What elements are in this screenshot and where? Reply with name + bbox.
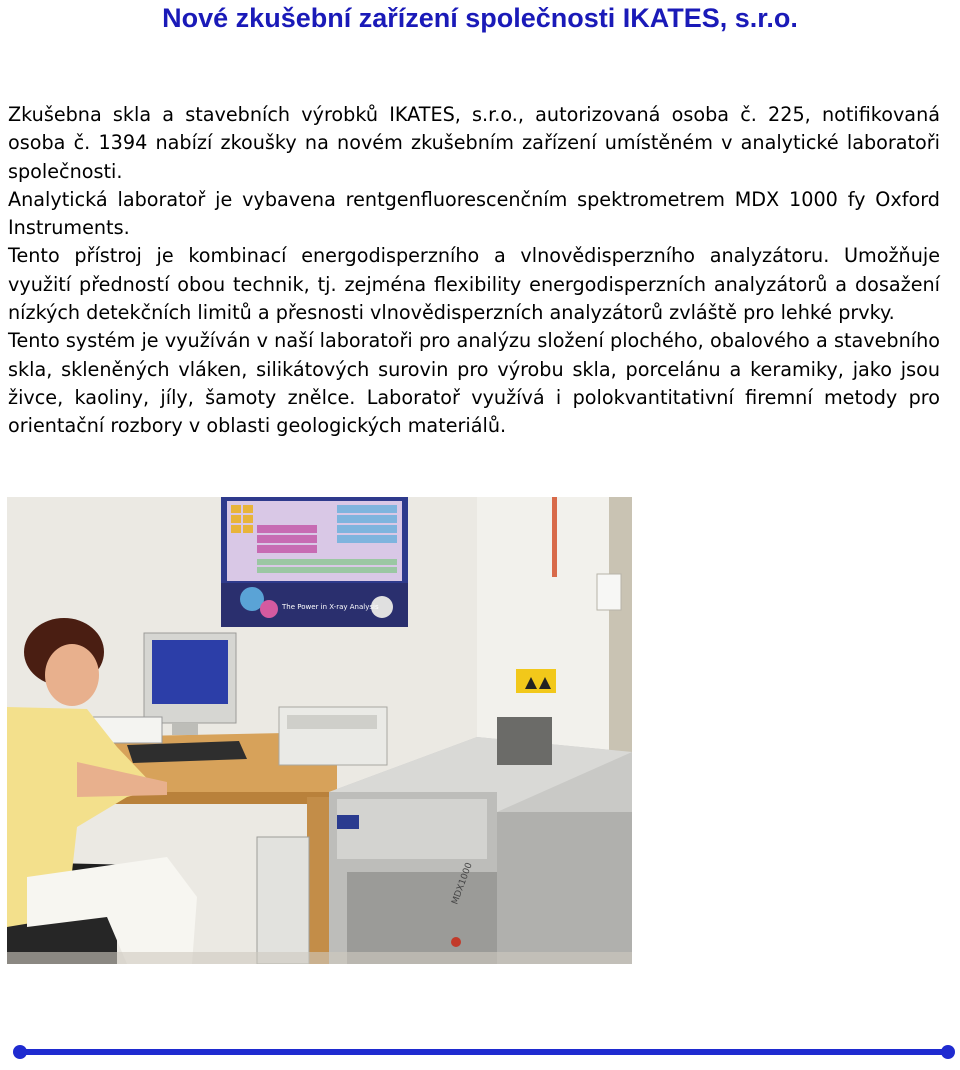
paragraph-usage: Tento systém je využíván v naší laboratoři pro analýzu složení plochého, obalového a stavebního skla, skleněných vláken, silikátových surovin pro výrobu skla, porcelánu a keramiky, jako jsou živce, kaoliny, jíly, šamoty znělce. Laboratoř využívá i polokvantitativní firemní metody pro orientační rozbory v oblasti geologických materiálů.	[8, 329, 940, 438]
page-title: Nové zkušební zařízení společnosti IKATES, s.r.o.	[162, 3, 798, 33]
footer-rule	[13, 1045, 955, 1059]
instrument-label: MDX1000	[450, 861, 475, 907]
poster-caption: The Power in X-ray Analysis	[282, 603, 379, 611]
periodic-table-poster	[221, 497, 408, 627]
radiation-warning-icon	[516, 669, 556, 693]
laboratory-photo	[7, 497, 632, 964]
paragraph-instrument: Tento přístroj je kombinací energodisperzního a vlnovědisperzního analyzátoru. Umožňuje využití předností obou technik, tj. zejména flexibility energodisperzních analyzátorů a dosažení nízkých detekčních limitů a přesnosti vlnovědisperzních analyzátorů zvláště pro lehké prvky.	[8, 244, 940, 325]
paragraph-equipment: Analytická laboratoř je vybavena rentgenfluorescenčním spektrometrem MDX 1000 fy Oxford Instruments.	[8, 187, 940, 240]
article-body	[8, 101, 940, 441]
paragraph-intro: Zkušebna skla a stavebních výrobků IKATES, s.r.o., autorizovaná osoba č. 225, notifikovaná osoba č. 1394 nabízí zkoušky na novém zkušebním zařízení umístěném v analytické laboratoři společnosti.	[8, 103, 940, 183]
